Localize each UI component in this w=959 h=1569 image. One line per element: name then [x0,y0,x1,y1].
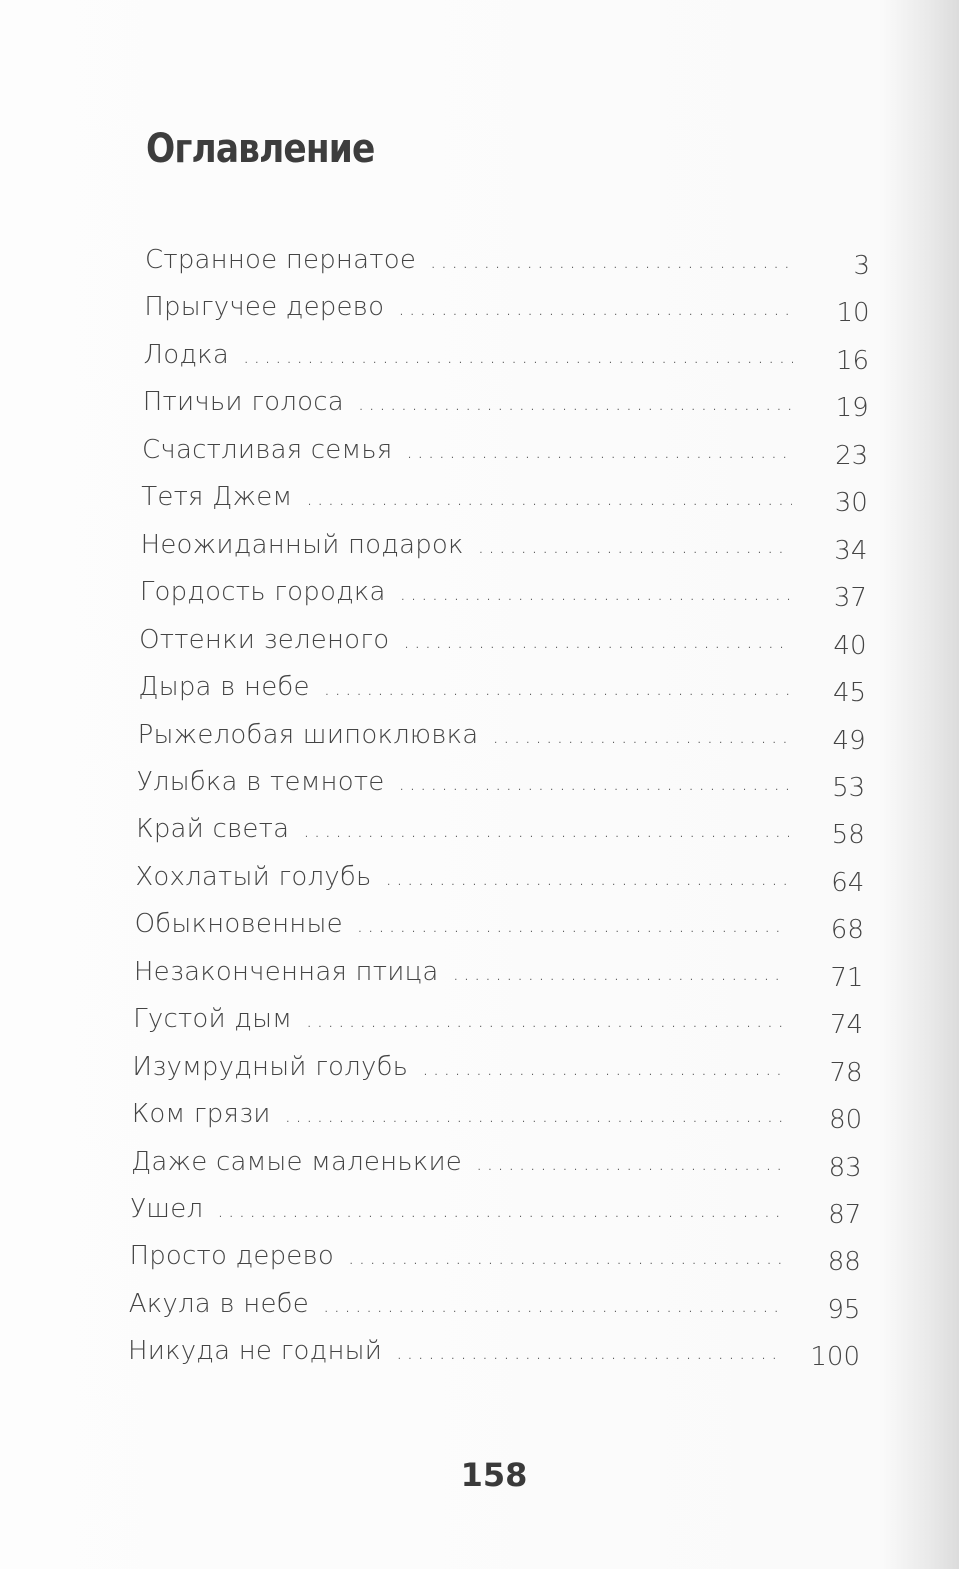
toc-entry [132,1052,862,1092]
toc-entry [129,1241,860,1281]
toc-entry-page: 64 [831,867,865,898]
toc-entry-title: Хохлатый голубь [135,861,372,892]
toc-entry-title: Странное пернатое [145,245,417,275]
toc-entry-page: 19 [835,393,869,424]
toc-entry [129,1289,861,1329]
toc-entry-page: 78 [829,1057,863,1088]
toc-entry-title: Ком грязи [131,1099,271,1130]
toc-leader-dots [422,1056,786,1080]
toc-entry-page: 87 [828,1200,862,1230]
toc-entry [136,814,865,854]
toc-entry-page: 83 [828,1152,862,1183]
toc-entry [130,1194,861,1234]
toc-entry-title: Гордость городка [139,577,386,608]
toc-entry-page: 68 [830,915,864,946]
toc-entry-title: Край света [136,814,290,845]
toc-entry-title: Неожиданный подарок [140,529,464,560]
toc-leader-dots [478,534,792,558]
toc-leader-dots [323,1293,784,1317]
toc-entry-title: Оттенки зеленого [139,624,390,655]
toc-entry-title: Рыжелобая шипоклювка [137,719,479,750]
toc-entry-page: 37 [833,583,867,614]
toc-entry-title: Дыра в небе [138,672,310,703]
toc-entry-page: 74 [829,1010,864,1041]
toc-entry-title: Никуда не годный [128,1336,383,1367]
toc-entry-title: Акула в небе [128,1288,309,1319]
toc-leader-dots [492,724,789,748]
toc-entry [143,387,869,427]
toc-entry-title: Даже самые маленькие [130,1146,462,1177]
toc-leader-dots [358,391,793,415]
page-number: 158 [460,1456,528,1494]
toc-leader-dots [398,296,793,320]
toc-entry-page: 53 [832,772,866,803]
toc-leader-dots [348,1245,785,1269]
toc-entry-title: Лодка [143,339,229,370]
toc-entry-page: 3 [853,251,870,281]
toc-leader-dots [324,676,790,700]
toc-entry-page: 49 [832,725,866,756]
toc-entry [141,482,868,522]
toc-entry-title: Обыкновенные [134,909,343,940]
toc-entry [145,245,870,285]
toc-leader-dots [453,961,788,985]
toc-entry-title: Густой дым [133,1004,293,1035]
toc-leader-dots [306,486,792,510]
toc-entry [133,1004,863,1044]
toc-entry-page: 30 [834,488,868,519]
toc-entry-title: Птичьи голоса [142,387,344,418]
toc-entry-title: Улыбка в темноте [136,766,385,797]
toc-entry-page: 10 [836,298,870,329]
toc-entry-title: Счастливая семья [142,434,393,465]
toc-leader-dots [386,866,789,890]
toc-entry [142,435,868,475]
toc-entry [128,1336,860,1376]
toc-leader-dots [476,1151,786,1175]
toc-leader-dots [396,1340,784,1364]
toc-leader-dots [403,629,790,653]
page-title: Оглавление [146,126,375,172]
toc-entry-page: 71 [830,962,864,993]
toc-entry-title: Изумрудный голубь [132,1051,409,1082]
toc-leader-dots [303,818,789,842]
toc-entry-page: 88 [827,1247,861,1278]
toc-leader-dots [430,249,794,273]
toc-entry-page: 34 [834,535,868,566]
toc-entry-page: 40 [833,630,867,661]
toc-entry [141,530,868,570]
toc-entry-page: 16 [836,345,870,376]
toc-entry-title: Тетя Джем [141,482,293,513]
toc-entry [135,862,864,902]
toc-entry [134,957,864,997]
toc-entry [139,625,866,665]
toc-leader-dots [400,581,791,605]
toc-entry [131,1147,862,1187]
toc-entry [144,292,869,332]
toc-leader-dots [243,344,793,368]
toc-entry-page: 95 [827,1294,861,1325]
toc-leader-dots [357,913,788,937]
toc-entry [144,340,870,380]
toc-leader-dots [399,771,790,795]
toc-entry-page: 45 [832,678,867,709]
toc-entry-title: Просто дерево [129,1241,335,1272]
toc-entry [138,720,866,760]
toc-entry [137,767,865,807]
toc-leader-dots [285,1103,787,1127]
toc-leader-dots [217,1198,785,1222]
toc-entry [132,1099,862,1139]
toc-entry-title: Ушел [130,1194,204,1224]
toc-entry-title: Прыгучее дерево [144,292,385,323]
toc-entry-title: Незаконченная птица [133,956,439,987]
toc-entry [140,577,867,617]
toc-leader-dots [306,1008,787,1032]
toc-entry [135,909,864,949]
toc-entry-page: 23 [835,440,869,471]
toc-entry-page: 58 [831,820,865,851]
toc-entry-page: 100 [810,1342,860,1373]
toc-entry [138,672,866,712]
toc-leader-dots [406,439,792,463]
toc-entry-page: 80 [829,1105,863,1136]
